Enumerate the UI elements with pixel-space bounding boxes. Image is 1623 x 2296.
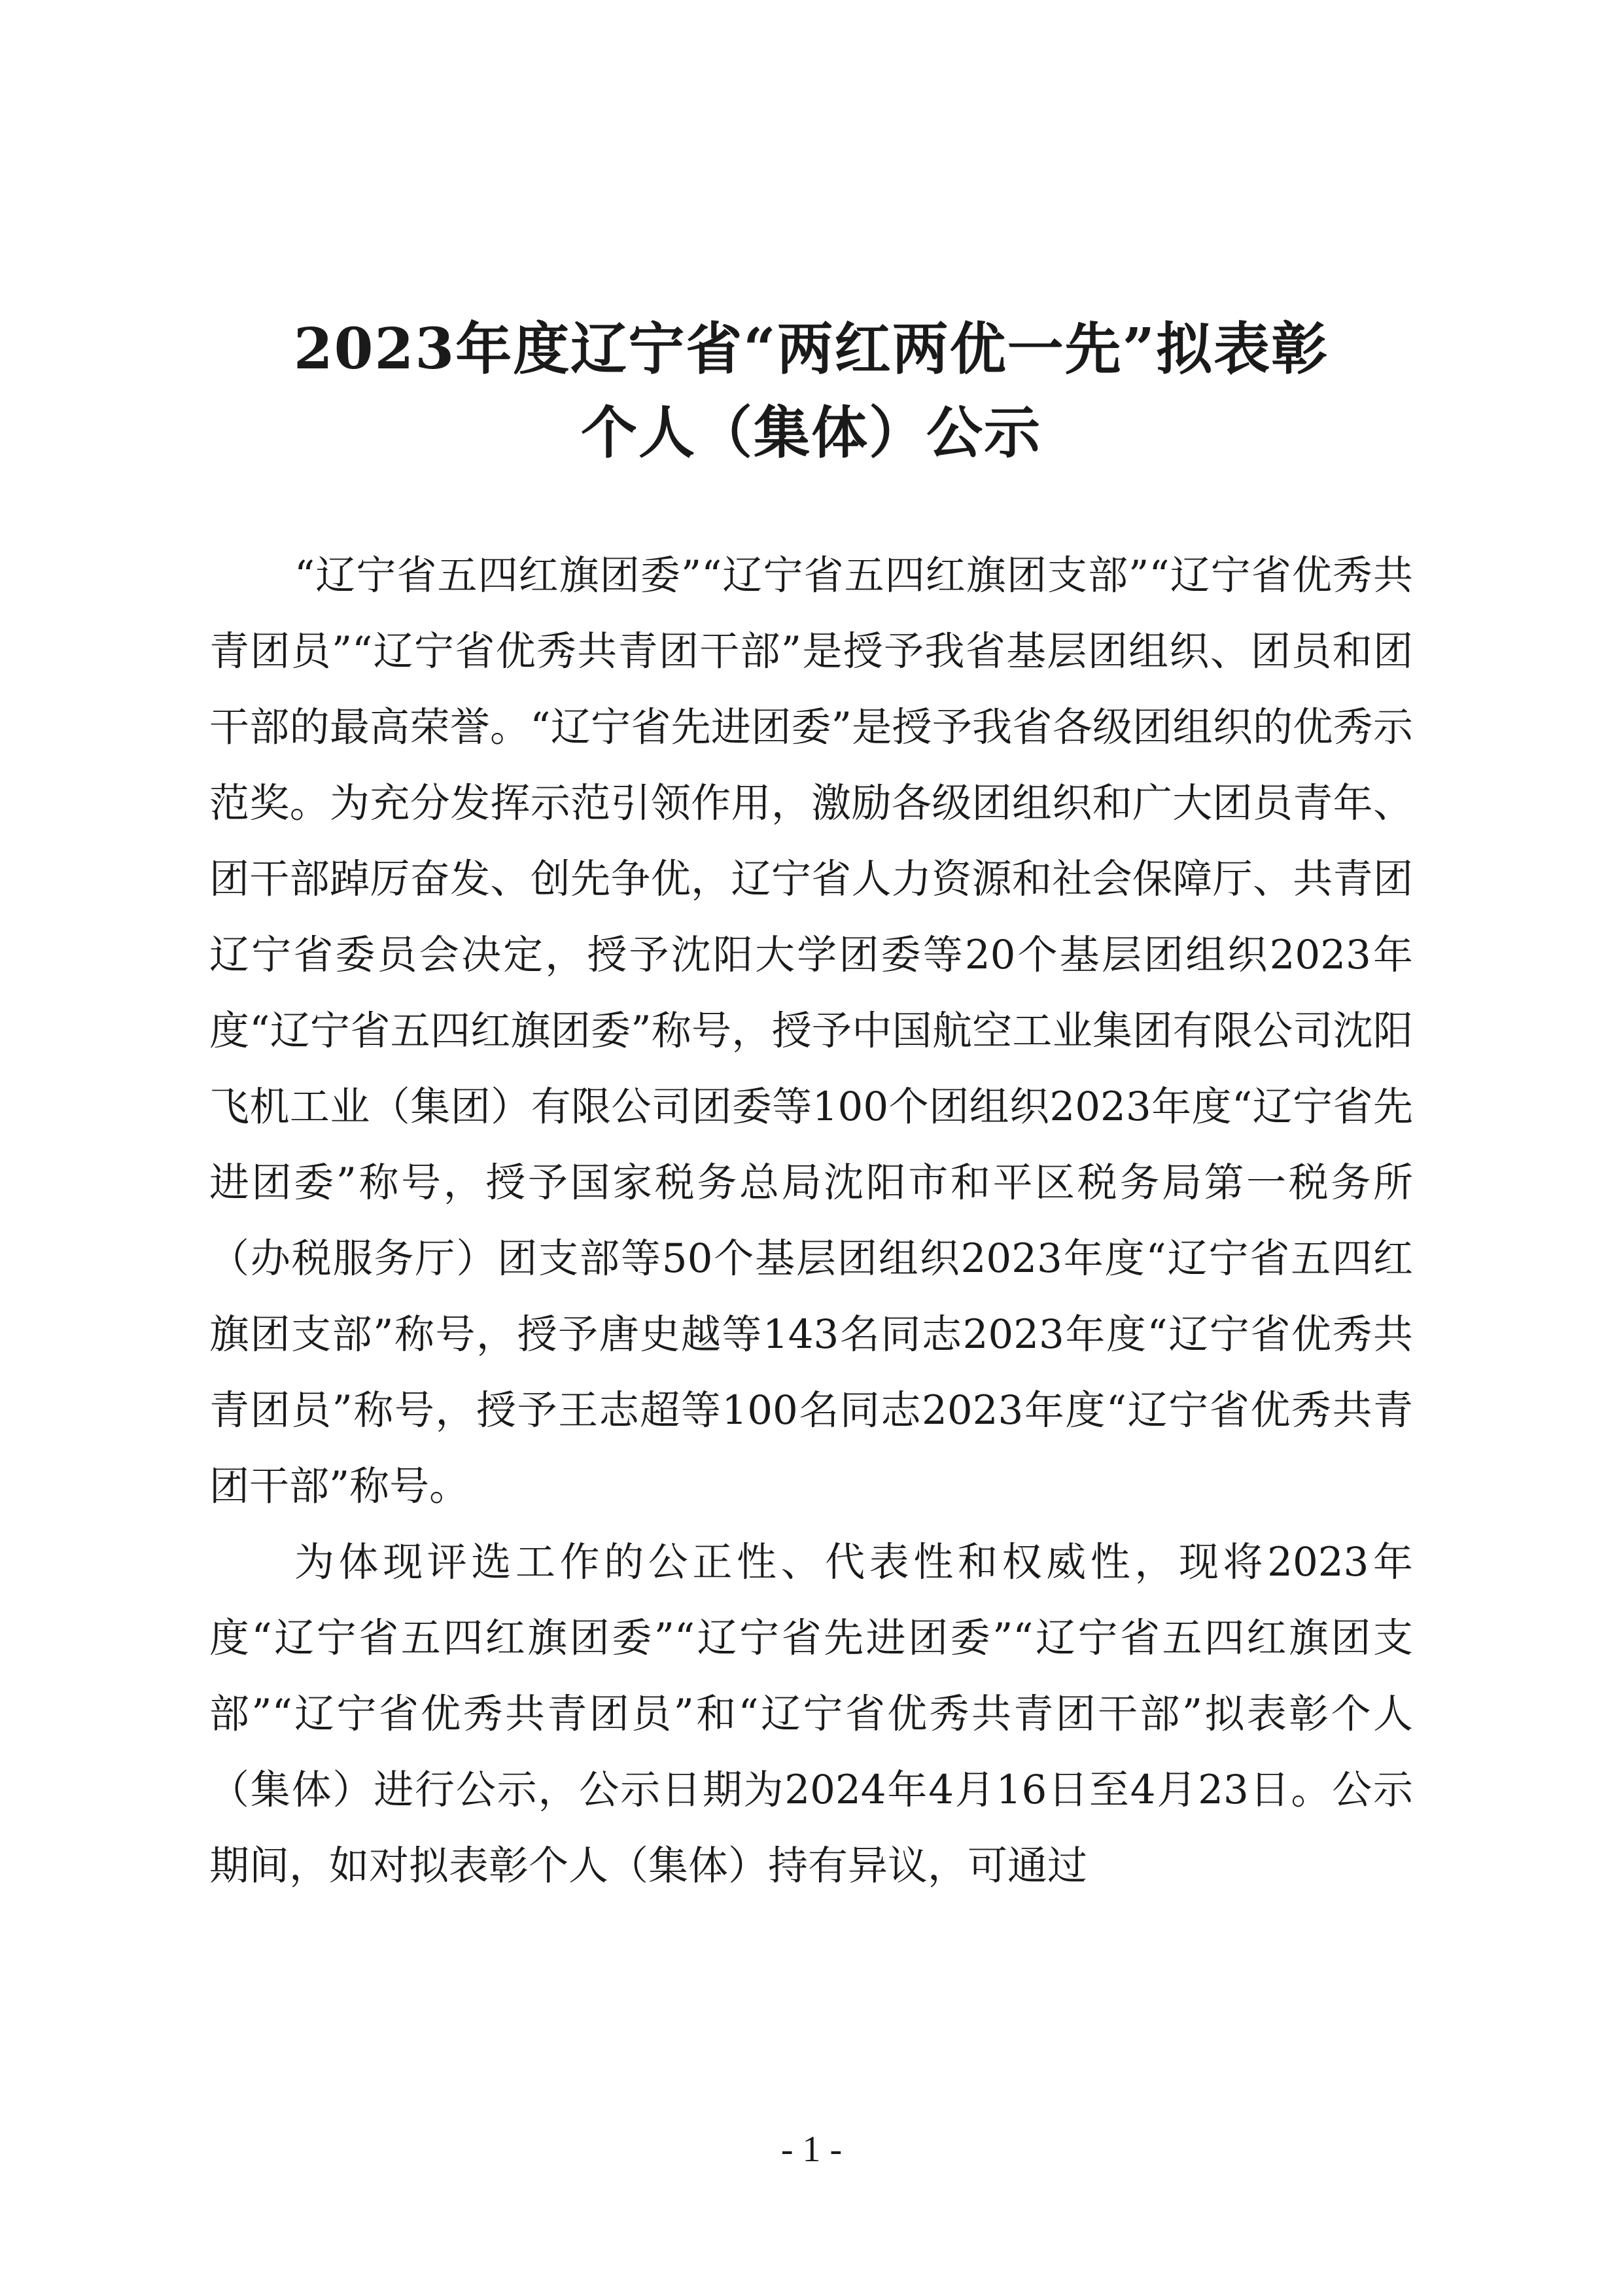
paragraph-2: 为体现评选工作的公正性、代表性和权威性，现将2023年度“辽宁省五四红旗团委”“辽宁省先进团委”“辽宁省五四红旗团支部”“辽宁省优秀共青团员”和“辽宁省优秀共青团干部”拟表彰个人（集体）进行公示，公示日期为2024年4月16日至4月23日。公示期间，如对拟表彰个人（集体）持有异议，可通过 xyxy=(209,1539,1413,1889)
paragraph-1: “辽宁省五四红旗团委”“辽宁省五四红旗团支部”“辽宁省优秀共青团员”“辽宁省优秀共青团干部”是授予我省基层团组织、团员和团干部的最高荣誉。“辽宁省先进团委”是授予我省各级团组织的优秀示范奖。为充分发挥示范引领作用，激励各级团组织和广大团员青年、团干部踔厉奋发、创先争优，辽宁省人力资源和社会保障厅、共青团辽宁省委员会决定，授予沈阳大学团委等20个基层团组织2023年度“辽宁省五四红旗团委”称号，授予中国航空工业集团有限公司沈阳飞机工业（集团）有限公司团委等100个团组织2023年度“辽宁省先进团委”称号，授予国家税务总局沈阳市和平区税务局第一税务所（办税服务厅）团支部等50个基层团组织2023年度“辽宁省五四红旗团支部”称号，授予唐史越等143名同志2023年度“辽宁省优秀共青团员”称号，授予王志超等100名同志2023年度“辽宁省优秀共青团干部”称号。 xyxy=(209,552,1413,1510)
document-title xyxy=(209,308,1413,475)
document-body xyxy=(209,538,1413,1904)
title-line-2: 个人（集体）公示 xyxy=(581,400,1041,466)
title-line-1: 2023年度辽宁省“两红两优一先”拟表彰 xyxy=(293,316,1329,382)
page-number: - 1 - xyxy=(780,2129,843,2170)
